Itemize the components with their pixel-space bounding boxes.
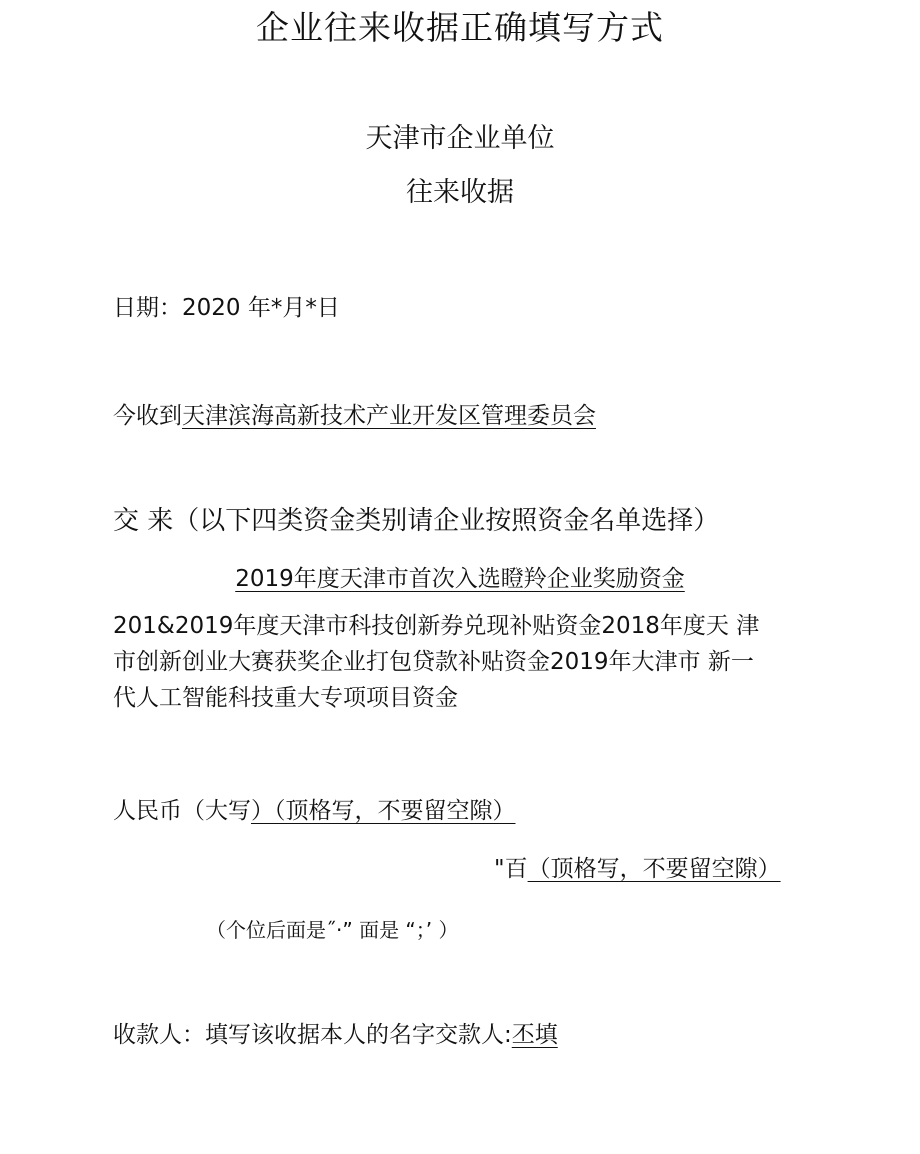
document-title: 企业往来收据正确填写方式: [256, 8, 664, 47]
payment-type-line: 交 来（以下四类资金类别请企业按照资金名单选择）: [113, 506, 720, 536]
fund-item-1: [0, 560, 920, 593]
received-from-prefix: 今收到: [113, 403, 182, 429]
payee-line: [113, 1016, 558, 1049]
date-value: 2020 年*月*日: [182, 295, 340, 321]
payee-text: 收款人：填写该收据本人的名字交款人:: [113, 1022, 512, 1048]
fund-items-line-1: 201&2019年度天津市科技创新券兑现补贴资金2018年度天 津: [113, 613, 760, 639]
receipt-name: 往来收据: [406, 177, 514, 208]
received-from-value: 天津滨海高新技术产业开发区管理委员会: [182, 403, 596, 429]
organization-name: 天津市企业单位: [365, 123, 555, 154]
hundred-amount-line: [494, 850, 781, 883]
hundred-instruction: （顶格写，不要留空隙）: [527, 856, 781, 882]
rmb-label: 人民币（大写: [113, 798, 251, 824]
rmb-amount-line: [113, 792, 516, 825]
fund-items-line-2: 市创新创业大赛获奖企业打包贷款补贴资金2019年大津市 新一: [113, 649, 754, 675]
hundred-prefix: "百: [494, 856, 528, 882]
fund-item-1-text: 2019年度天津市首次入选瞪羚企业奖励资金: [235, 566, 685, 592]
decimal-note: （个位后面是˝·” 面是 “；’ ）: [206, 918, 459, 942]
rmb-instruction: ）（顶格写，不要留空隙）: [251, 798, 516, 824]
fund-items-line-3: 代人工智能科技重大专项项目资金: [113, 685, 458, 711]
fund-items-list: [113, 608, 813, 716]
date-label: 日期：: [113, 295, 182, 321]
received-from-line: [113, 397, 596, 430]
date-line: [113, 289, 340, 322]
payer-value: 丕填: [511, 1022, 558, 1048]
